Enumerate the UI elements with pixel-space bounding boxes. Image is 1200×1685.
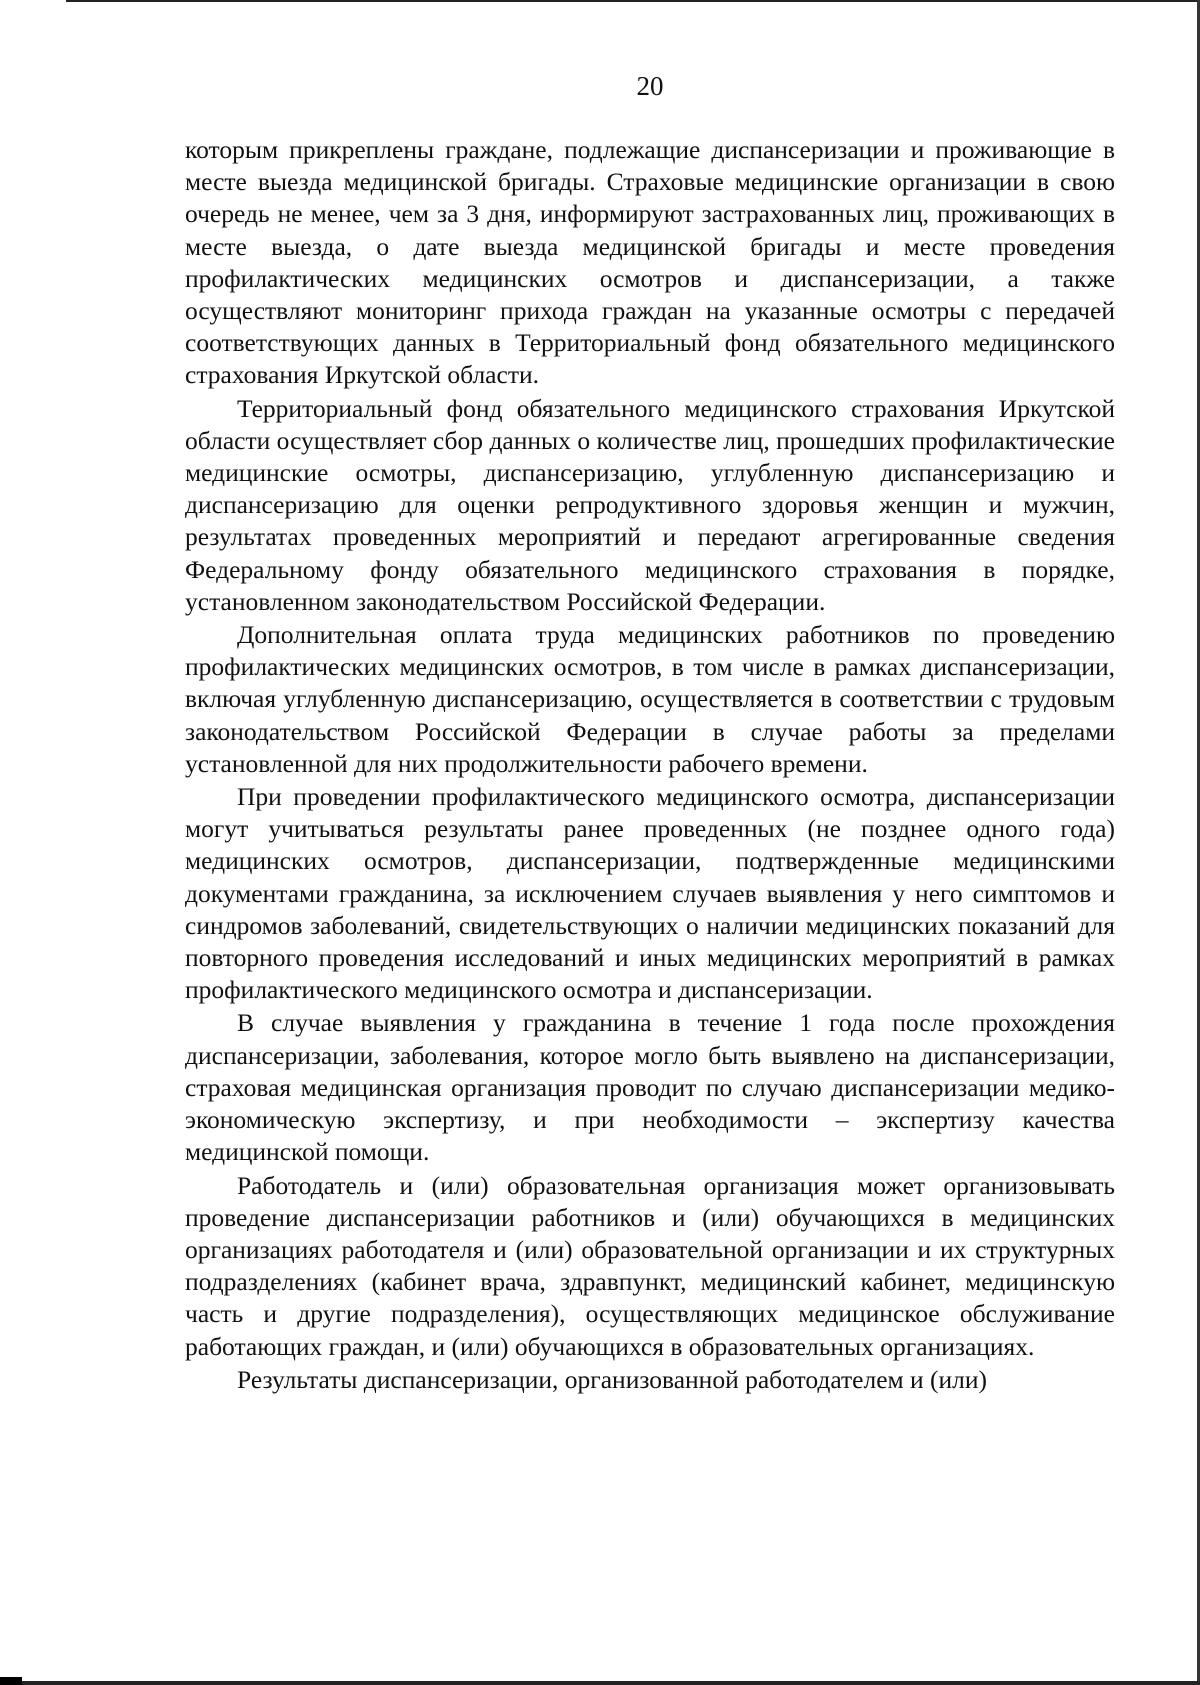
scan-edge-bottom [0,1681,1200,1685]
paragraph: При проведении профилактического медицинского осмотра, диспансеризации могут учитываться результаты ранее проведенных (не позднее одного года) медицинских осмотров, диспансеризации, подтвержденные медицинскими документами гражданина, за исключением случаев выявления у него симптомов и синдромов заболеваний, свидетельствующих о наличии медицинских показаний для повторного проведения исследований и иных медицинских мероприятий в рамках профилактического медицинского осмотра и диспансеризации. [185,782,1115,1005]
scan-edge-mark [0,1677,22,1685]
paragraph: Дополнительная оплата труда медицинских работников по проведению профилактических медицинских осмотров, в том числе в рамках диспансеризации, включая углубленную диспансеризацию, осуществляется в соответствии с трудовым законодательством Российской Федерации в случае работы за пределами установленной для них продолжительности рабочего времени. [185,620,1115,778]
paragraph: Работодатель и (или) образовательная организация может организовывать проведение диспансеризации работников и (или) обучающихся в медицинских организациях работодателя и (или) образовательной организации и их структурных подразделениях (кабинет врача, здравпункт, медицинский кабинет, медицинскую часть и другие подразделения), осуществляющих медицинское обслуживание работающих граждан, и (или) обучающихся в образовательных организациях. [185,1170,1115,1361]
page-number: 20 [636,71,664,101]
paragraph: Результаты диспансеризации, организованной работодателем и (или) [237,1364,988,1394]
paragraph-continuation: которым прикреплены граждане, подлежащие диспансеризации и проживающие в месте выезда медицинской бригады. Страховые медицинские организации в свою очередь не менее, чем за 3 дня, информируют застрахованных лиц, проживающих в месте выезда, о дате выезда медицинской бригады и месте проведения профилактических медицинских осмотров и диспансеризации, а также осуществляют мониторинг прихода граждан на указанные осмотры с передачей соответствующих данных в Территориальный фонд обязательного медицинского страхования Иркутской области. [185,135,1115,390]
paragraph: В случае выявления у гражданина в течение 1 года после прохождения диспансеризации, заболевания, которое могло быть выявлено на диспансеризации, страховая медицинская организация проводит по случаю диспансеризации медико-экономическую экспертизу, и при необходимости – экспертизу качества медицинской помощи. [185,1008,1115,1167]
document-body [185,134,1115,1397]
scan-edge-top [66,0,1200,2]
paragraph: Территориальный фонд обязательного медицинского страхования Иркутской области осуществляет сбор данных о количестве лиц, прошедших профилактические медицинские осмотры, диспансеризацию, углубленную диспансеризацию и диспансеризацию для оценки репродуктивного здоровья женщин и мужчин, результатах проведенных мероприятий и передают агрегированные сведения Федеральному фонду обязательного медицинского страхования в порядке, установленном законодательством Российской Федерации. [185,393,1115,616]
